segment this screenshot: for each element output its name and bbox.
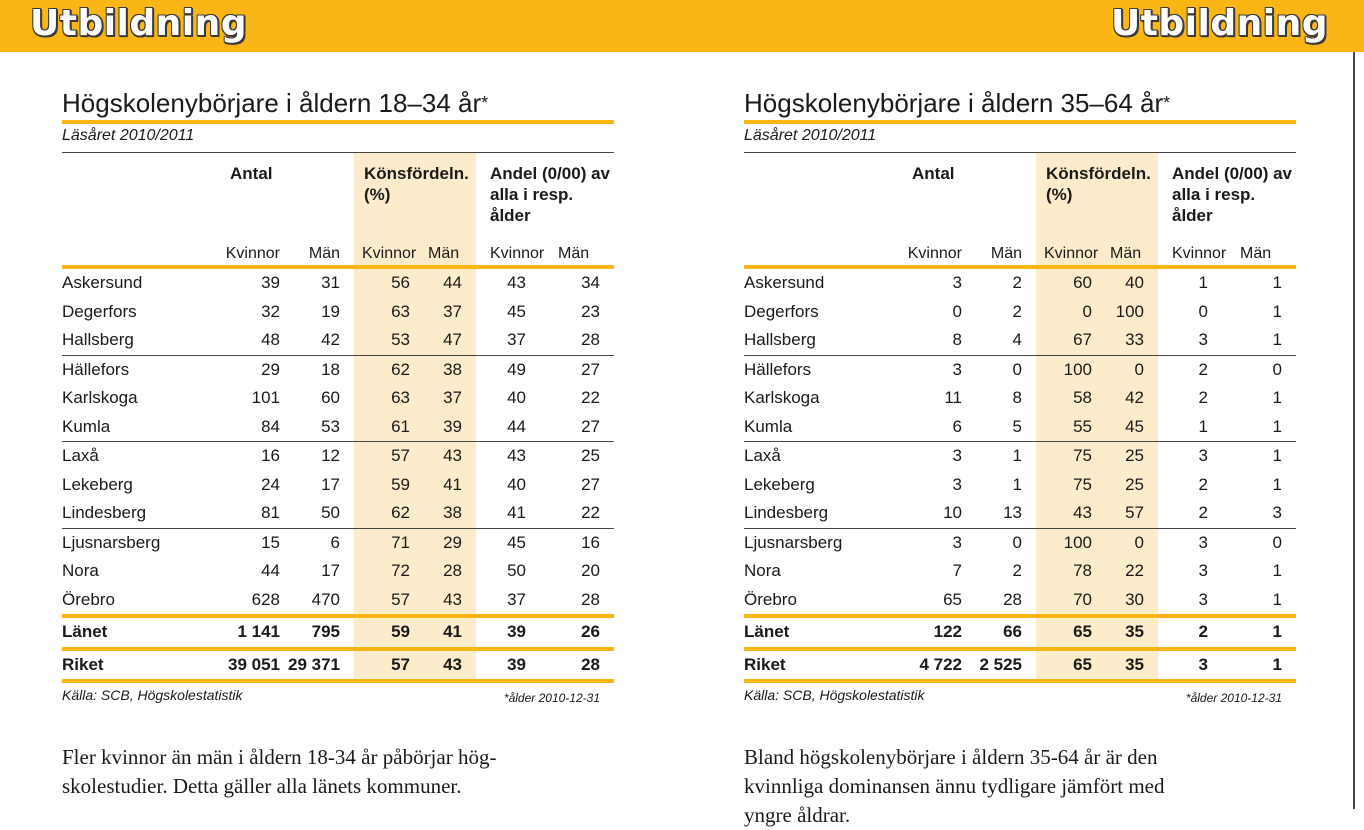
cell-kons-kvinnor: 100 <box>1036 355 1108 384</box>
cell-antal-kvinnor: 84 <box>194 413 286 442</box>
cell-antal-man: 2 <box>1012 273 1022 293</box>
cell-andel-man: 20 <box>581 561 600 581</box>
table-row <box>744 413 1296 442</box>
cell-andel-kvinnor: 2 <box>1198 474 1208 494</box>
cell-antal-man: 17 <box>321 474 340 494</box>
cell-andel-kvinnor: 3 <box>1158 649 1232 682</box>
table-footer <box>62 687 614 711</box>
cell-antal-man: 60 <box>321 388 340 408</box>
cell-municipality: Askersund <box>62 273 143 293</box>
cell-municipality: Laxå <box>62 446 99 466</box>
cell-kons-kvinnor: 63 <box>354 298 426 327</box>
cell-kons-kvinnor: 53 <box>354 326 426 355</box>
cell-kons-kvinnor: 71 <box>354 528 426 557</box>
cell-kons-man: 0 <box>1108 528 1158 557</box>
sub-andel-kvinnor: Kvinnor <box>1158 239 1232 267</box>
cell-andel-kvinnor: 50 <box>507 561 526 581</box>
cell-antal-kvinnor: 65 <box>876 586 968 617</box>
panel-right <box>744 86 1296 830</box>
table-row <box>744 471 1296 500</box>
table-row <box>744 557 1296 586</box>
cell-antal-man: 29 371 <box>286 649 354 682</box>
cell-antal-man: 795 <box>286 616 354 649</box>
sub-andel-man: Män <box>550 239 614 267</box>
table-row <box>62 355 614 384</box>
cell-kons-man: 47 <box>426 326 476 355</box>
panel-body-text: Bland högskolenybörjare i åldern 35-64 år är den kvinnliga dominansen ännu tydligare jämfört med yngre åldrar. <box>744 745 1165 827</box>
cell-andel-man: 3 <box>1232 499 1296 528</box>
sub-andel-man: Män <box>1232 239 1296 267</box>
cell-antal-man: 0 <box>1012 532 1022 552</box>
cell-kons-kvinnor: 57 <box>354 586 426 617</box>
table-footer <box>744 687 1296 711</box>
cell-andel-man: 1 <box>1232 649 1296 682</box>
cell-andel-man: 0 <box>1272 359 1282 379</box>
cell-kons-kvinnor: 57 <box>354 649 426 682</box>
cell-andel-man: 1 <box>1232 616 1296 649</box>
sub-kons-man: Män <box>1108 239 1158 267</box>
cell-andel-man: 28 <box>550 649 614 682</box>
cell-municipality: Hallsberg <box>744 326 876 355</box>
table-row <box>744 649 1296 682</box>
cell-antal-man: 66 <box>968 616 1036 649</box>
cell-antal-man: 19 <box>321 301 340 321</box>
panel-subtitle: Läsåret 2010/2011 <box>744 127 877 144</box>
table-row <box>62 413 614 442</box>
cell-antal-kvinnor: 11 <box>944 388 962 408</box>
cell-antal-kvinnor: 628 <box>194 586 286 617</box>
cell-kons-kvinnor: 72 <box>354 557 426 586</box>
cell-kons-kvinnor: 59 <box>354 616 426 649</box>
cell-antal-man: 5 <box>968 413 1036 442</box>
cell-antal-man: 6 <box>330 532 340 552</box>
sub-kons-man: Män <box>426 239 476 267</box>
data-table <box>744 152 1296 683</box>
cell-antal-man: 2 525 <box>968 649 1036 682</box>
table-body <box>62 267 614 681</box>
cell-antal-kvinnor: 3 <box>952 446 962 466</box>
cell-kons-man: 28 <box>426 557 476 586</box>
cell-municipality: Örebro <box>62 586 194 617</box>
cell-andel-kvinnor: 40 <box>507 388 526 408</box>
cell-municipality: Kumla <box>744 413 876 442</box>
table-row <box>744 499 1296 528</box>
cell-antal-man: 4 <box>968 326 1036 355</box>
table-row <box>62 499 614 528</box>
header-antal: Antal <box>912 164 955 183</box>
cell-andel-man: 22 <box>581 388 600 408</box>
cell-antal-kvinnor: 3 <box>952 474 962 494</box>
table-row <box>744 442 1296 471</box>
table-row <box>62 442 614 471</box>
cell-antal-man: 50 <box>286 499 354 528</box>
cell-kons-man: 100 <box>1108 298 1158 327</box>
cell-kons-man: 45 <box>1108 413 1158 442</box>
cell-kons-kvinnor: 62 <box>354 499 426 528</box>
cell-andel-man: 27 <box>581 359 600 379</box>
table-row <box>744 586 1296 617</box>
cell-kons-kvinnor: 55 <box>1036 413 1108 442</box>
title-asterisk: * <box>481 93 489 113</box>
sub-antal-kvinnor: Kvinnor <box>876 239 968 267</box>
cell-andel-man: 25 <box>581 446 600 466</box>
cell-antal-man: 12 <box>321 446 340 466</box>
cell-municipality: Degerfors <box>62 301 137 321</box>
cell-andel-man: 26 <box>550 616 614 649</box>
cell-kons-kvinnor: 78 <box>1036 557 1108 586</box>
table-row <box>62 298 614 327</box>
cell-andel-kvinnor: 3 <box>1198 561 1208 581</box>
cell-andel-kvinnor: 3 <box>1158 586 1232 617</box>
cell-kons-man: 0 <box>1108 355 1158 384</box>
cell-antal-man: 2 <box>1012 561 1022 581</box>
cell-municipality: Nora <box>62 561 99 581</box>
cell-municipality: Lekeberg <box>62 474 133 494</box>
cell-antal-kvinnor: 7 <box>952 561 962 581</box>
cell-kons-man: 44 <box>426 267 476 298</box>
cell-antal-kvinnor: 15 <box>261 532 280 552</box>
cell-antal-kvinnor: 8 <box>876 326 968 355</box>
cell-antal-kvinnor: 0 <box>952 301 962 321</box>
cell-municipality: Karlskoga <box>62 388 138 408</box>
cell-andel-kvinnor: 45 <box>507 532 526 552</box>
cell-andel-man: 27 <box>581 474 600 494</box>
table-row <box>744 326 1296 355</box>
cell-kons-kvinnor: 43 <box>1036 499 1108 528</box>
cell-antal-man: 18 <box>321 359 340 379</box>
cell-municipality: Örebro <box>744 586 876 617</box>
cell-municipality: Riket <box>744 649 876 682</box>
cell-municipality: Laxå <box>744 446 781 466</box>
cell-andel-kvinnor: 43 <box>507 273 526 293</box>
header-konsfordelning: Könsfördeln. (%) <box>1036 153 1158 239</box>
cell-andel-kvinnor: 49 <box>507 359 526 379</box>
cell-andel-man: 1 <box>1232 413 1296 442</box>
cell-antal-kvinnor: 10 <box>876 499 968 528</box>
cell-kons-man: 43 <box>426 649 476 682</box>
cell-kons-man: 38 <box>426 355 476 384</box>
cell-kons-man: 25 <box>1108 442 1158 471</box>
cell-antal-kvinnor: 4 722 <box>876 649 968 682</box>
cell-kons-kvinnor: 0 <box>1036 298 1108 327</box>
cell-kons-man: 25 <box>1108 471 1158 500</box>
cell-kons-man: 33 <box>1108 326 1158 355</box>
cell-kons-kvinnor: 63 <box>354 384 426 413</box>
sub-kons-kvinnor: Kvinnor <box>354 239 426 267</box>
table-row <box>62 616 614 649</box>
table-row <box>744 616 1296 649</box>
cell-municipality: Hällefors <box>744 359 812 379</box>
panel-body-text: Fler kvinnor än män i åldern 18-34 år påbörjar hög- skolestudier. Detta gäller alla länets kommuner. <box>62 745 497 798</box>
cell-municipality: Riket <box>62 649 194 682</box>
table-row <box>62 557 614 586</box>
header-blank <box>744 153 876 239</box>
title-asterisk: * <box>1163 93 1171 113</box>
cell-antal-man: 42 <box>286 326 354 355</box>
cell-andel-man: 1 <box>1272 273 1282 293</box>
cell-andel-kvinnor: 1 <box>1198 273 1208 293</box>
cell-kons-kvinnor: 62 <box>354 355 426 384</box>
cell-andel-man: 34 <box>581 273 600 293</box>
table-row <box>744 384 1296 413</box>
cell-antal-kvinnor: 24 <box>261 474 280 494</box>
cell-antal-kvinnor: 3 <box>952 359 962 379</box>
cell-municipality: Kumla <box>62 413 194 442</box>
table-row <box>744 355 1296 384</box>
cell-antal-man: 2 <box>1012 301 1022 321</box>
cell-andel-kvinnor: 43 <box>507 446 526 466</box>
cell-kons-kvinnor: 100 <box>1036 528 1108 557</box>
table-row <box>62 528 614 557</box>
cell-andel-man: 22 <box>550 499 614 528</box>
cell-andel-kvinnor: 1 <box>1158 413 1232 442</box>
table-row <box>62 384 614 413</box>
cell-antal-kvinnor: 3 <box>952 532 962 552</box>
cell-andel-man: 1 <box>1232 586 1296 617</box>
header-andel: Andel (0/00) av alla i resp. ålder <box>1172 164 1292 225</box>
cell-antal-kvinnor: 3 <box>952 273 962 293</box>
header-blank <box>62 153 194 239</box>
table-row <box>62 267 614 298</box>
table-row <box>62 649 614 682</box>
cell-andel-man: 0 <box>1272 532 1282 552</box>
source-note: Källa: SCB, Högskolestatistik <box>744 687 925 703</box>
cell-kons-kvinnor: 61 <box>354 413 426 442</box>
cell-kons-man: 22 <box>1108 557 1158 586</box>
cell-kons-man: 57 <box>1108 499 1158 528</box>
header-andel: Andel (0/00) av alla i resp. ålder <box>490 164 610 225</box>
cell-andel-man: 1 <box>1232 326 1296 355</box>
panel-subtitle: Läsåret 2010/2011 <box>62 127 195 144</box>
cell-antal-kvinnor: 39 051 <box>194 649 286 682</box>
cell-kons-man: 37 <box>426 384 476 413</box>
cell-antal-man: 17 <box>321 561 340 581</box>
cell-andel-kvinnor: 45 <box>507 301 526 321</box>
cell-andel-man: 27 <box>550 413 614 442</box>
cell-andel-man: 1 <box>1272 388 1282 408</box>
data-table <box>62 152 614 683</box>
cell-andel-kvinnor: 37 <box>476 326 550 355</box>
cell-municipality: Lindesberg <box>744 499 876 528</box>
cell-andel-kvinnor: 3 <box>1198 446 1208 466</box>
cell-antal-man: 1 <box>1012 474 1022 494</box>
cell-kons-man: 35 <box>1108 616 1158 649</box>
header-banner <box>0 0 1364 52</box>
cell-kons-man: 35 <box>1108 649 1158 682</box>
cell-kons-kvinnor: 58 <box>1036 384 1108 413</box>
cell-antal-kvinnor: 39 <box>261 273 280 293</box>
cell-antal-kvinnor: 6 <box>876 413 968 442</box>
cell-andel-man: 1 <box>1272 561 1282 581</box>
sub-antal-kvinnor: Kvinnor <box>194 239 286 267</box>
table-row <box>744 298 1296 327</box>
source-note: Källa: SCB, Högskolestatistik <box>62 687 243 703</box>
cell-municipality: Degerfors <box>744 301 819 321</box>
cell-antal-man: 8 <box>1012 388 1022 408</box>
cell-kons-man: 30 <box>1108 586 1158 617</box>
cell-kons-man: 38 <box>426 499 476 528</box>
cell-municipality: Lindesberg <box>62 499 194 528</box>
cell-antal-kvinnor: 101 <box>251 388 280 408</box>
table-row <box>744 528 1296 557</box>
cell-andel-man: 23 <box>581 301 600 321</box>
cell-kons-kvinnor: 59 <box>354 471 426 500</box>
age-note: *ålder 2010-12-31 <box>503 691 600 705</box>
sub-antal-man: Män <box>286 239 354 267</box>
cell-andel-man: 28 <box>550 326 614 355</box>
cell-kons-man: 29 <box>426 528 476 557</box>
cell-antal-man: 13 <box>968 499 1036 528</box>
age-note: *ålder 2010-12-31 <box>1185 691 1282 705</box>
cell-antal-man: 0 <box>1012 359 1022 379</box>
cell-antal-man: 470 <box>286 586 354 617</box>
cell-kons-kvinnor: 65 <box>1036 649 1108 682</box>
cell-kons-kvinnor: 75 <box>1036 442 1108 471</box>
cell-andel-man: 28 <box>550 586 614 617</box>
page-edge-line <box>1353 52 1355 809</box>
cell-kons-kvinnor: 70 <box>1036 586 1108 617</box>
cell-kons-kvinnor: 75 <box>1036 471 1108 500</box>
cell-andel-kvinnor: 2 <box>1158 499 1232 528</box>
cell-municipality: Ljusnarsberg <box>62 532 161 552</box>
cell-andel-man: 1 <box>1272 474 1282 494</box>
cell-andel-kvinnor: 0 <box>1198 301 1208 321</box>
cell-antal-kvinnor: 122 <box>876 616 968 649</box>
cell-andel-kvinnor: 3 <box>1158 326 1232 355</box>
sub-antal-man: Män <box>968 239 1036 267</box>
cell-kons-man: 41 <box>426 471 476 500</box>
cell-andel-kvinnor: 37 <box>476 586 550 617</box>
table-row <box>62 326 614 355</box>
cell-andel-kvinnor: 39 <box>476 649 550 682</box>
sub-andel-kvinnor: Kvinnor <box>476 239 550 267</box>
cell-andel-kvinnor: 2 <box>1198 388 1208 408</box>
header-title-right: Utbildning <box>1110 3 1328 44</box>
cell-andel-kvinnor: 3 <box>1198 532 1208 552</box>
cell-kons-man: 39 <box>426 413 476 442</box>
cell-antal-man: 28 <box>968 586 1036 617</box>
cell-kons-man: 42 <box>1108 384 1158 413</box>
cell-antal-kvinnor: 16 <box>261 446 280 466</box>
table-row <box>62 586 614 617</box>
table-row <box>62 471 614 500</box>
cell-andel-man: 16 <box>581 532 600 552</box>
cell-municipality: Hallsberg <box>62 326 194 355</box>
cell-municipality: Ljusnarsberg <box>744 532 843 552</box>
header-konsfordelning: Könsfördeln. (%) <box>354 153 476 239</box>
cell-municipality: Askersund <box>744 273 825 293</box>
cell-kons-kvinnor: 65 <box>1036 616 1108 649</box>
header-title-left: Utbildning <box>30 3 248 44</box>
cell-kons-kvinnor: 57 <box>354 442 426 471</box>
header-antal: Antal <box>230 164 273 183</box>
cell-antal-kvinnor: 29 <box>261 359 280 379</box>
cell-antal-man: 31 <box>321 273 340 293</box>
cell-kons-man: 43 <box>426 586 476 617</box>
cell-andel-man: 1 <box>1272 446 1282 466</box>
cell-kons-man: 37 <box>426 298 476 327</box>
cell-antal-kvinnor: 48 <box>194 326 286 355</box>
cell-municipality: Karlskoga <box>744 388 820 408</box>
cell-kons-man: 41 <box>426 616 476 649</box>
cell-andel-kvinnor: 44 <box>476 413 550 442</box>
panel-title: Högskolenybörjare i åldern 35–64 år* <box>744 88 1171 118</box>
cell-antal-kvinnor: 1 141 <box>194 616 286 649</box>
cell-kons-kvinnor: 67 <box>1036 326 1108 355</box>
cell-kons-man: 43 <box>426 442 476 471</box>
cell-antal-man: 1 <box>1012 446 1022 466</box>
cell-andel-kvinnor: 41 <box>476 499 550 528</box>
cell-municipality: Nora <box>744 561 781 581</box>
cell-kons-kvinnor: 60 <box>1036 267 1108 298</box>
cell-municipality: Länet <box>744 616 876 649</box>
cell-andel-man: 1 <box>1272 301 1282 321</box>
table-body <box>744 267 1296 681</box>
table-row <box>744 267 1296 298</box>
cell-antal-kvinnor: 81 <box>194 499 286 528</box>
cell-kons-kvinnor: 56 <box>354 267 426 298</box>
panel-title: Högskolenybörjare i åldern 18–34 år* <box>62 88 489 118</box>
cell-antal-man: 53 <box>286 413 354 442</box>
cell-andel-kvinnor: 2 <box>1198 359 1208 379</box>
cell-antal-kvinnor: 32 <box>261 301 280 321</box>
sub-kons-kvinnor: Kvinnor <box>1036 239 1108 267</box>
cell-municipality: Länet <box>62 616 194 649</box>
cell-andel-kvinnor: 39 <box>476 616 550 649</box>
cell-municipality: Lekeberg <box>744 474 815 494</box>
panel-left <box>62 86 614 801</box>
cell-municipality: Hällefors <box>62 359 130 379</box>
cell-andel-kvinnor: 2 <box>1158 616 1232 649</box>
cell-antal-kvinnor: 44 <box>261 561 280 581</box>
cell-andel-kvinnor: 40 <box>507 474 526 494</box>
cell-kons-man: 40 <box>1108 267 1158 298</box>
